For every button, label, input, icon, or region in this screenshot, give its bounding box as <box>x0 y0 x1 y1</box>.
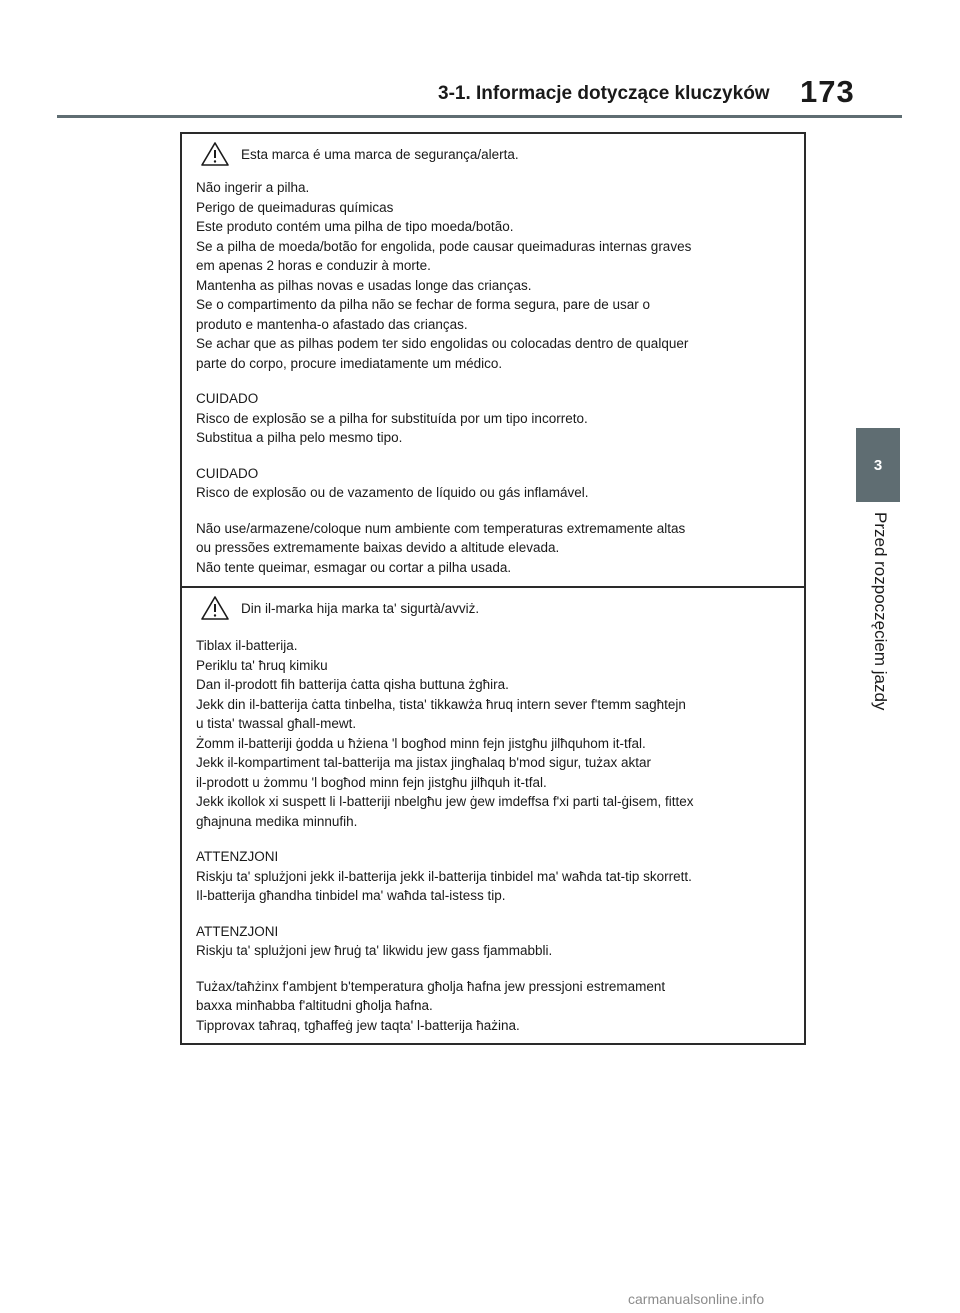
warning-paragraph: Não ingerir a pilha. Perigo de queimaduras químicas Este produto contém uma pilha de tipo moeda/botão. Se a pilha de moeda/botão for engolida, pode causar queimaduras internas graves em apenas 2 horas e conduzir à morte. Mantenha as pilhas novas e usadas longe das crianças. Se o compartimento da pilha não se fechar de forma segura, pare de usar o produto e mantenha-o afastado das crianças. Se achar que as pilhas podem ter sido engolidas ou colocadas dentro de qualquer parte do corpo, procure imediatamente um médico. <box>196 180 692 371</box>
caution-paragraph: CUIDADO Risco de explosão ou de vazamento de líquido ou gás inflamável. <box>196 465 589 500</box>
usage-paragraph: Não use/armazene/coloque num ambiente com temperaturas extremamente altas ou pressões extremamente baixas devido a altitude elevada. Não tente queimar, esmagar ou cortar a pilha usada. <box>196 520 686 575</box>
caution-paragraph: ATTENZJONI Riskju ta' splużjoni jew ħruġ ta' likwidu jew gass fjammabbli. <box>196 923 553 958</box>
chapter-label: Przed rozpoczęciem jazdy <box>871 512 890 711</box>
section-title: 3-1. Informacje dotyczące kluczyków <box>438 83 770 104</box>
warning-triangle-icon <box>200 141 230 167</box>
warning-box-portuguese <box>180 132 806 588</box>
warning-box-maltese <box>180 588 806 1045</box>
warning-paragraph: Tiblax il-batterija. Periklu ta' ħruq kimiku Dan il-prodott fih batterija ċatta qisha buttuna żgħira. Jekk din il-batterija ċatta tinbelha, tista' tikkawża ħruq intern sever f'temm sagħtejn u tista' twassal għall-mewt. Żomm il-batteriji ġodda u ħżiena 'l bogħod minn fejn jistgħu jilħquhom it-tfal. Jekk il-kompartiment tal-batterija ma jistax jingħalaq b'mod sigur, tużax aktar il-prodott u żommu 'l bogħod minn fejn jistgħu jilħquh it-tfal. Jekk ikollok xi suspett li l-batteriji nbelgħu jew ġew imdeffsa f'xi parti tal-ġisem, fittex għajnuna medika minnufih. <box>196 638 694 829</box>
header-divider <box>57 115 902 118</box>
chapter-tab[interactable] <box>856 428 900 502</box>
alert-text: Din il-marka hija marka ta' sigurtà/avviż. <box>241 600 480 616</box>
footer-watermark: carmanualsonline.info <box>628 1291 765 1307</box>
alert-text: Esta marca é uma marca de segurança/alerta. <box>241 146 519 162</box>
alert-header <box>200 594 790 622</box>
usage-paragraph: Tużax/taħżinx f'ambjent b'temperatura għolja ħafna jew pressjoni estremament baxxa minħabba f'altitudni għolja ħafna. Tipprovax taħraq, tgħaffeġ jew taqta' l-batterija ħażina. <box>196 978 666 1033</box>
caution-paragraph: ATTENZJONI Riskju ta' splużjoni jekk il-batterija jekk il-batterija tinbidel ma' waħda tat-tip skorrett. Il-batterija għandha tinbidel ma' waħda tal-istess tip. <box>196 849 692 903</box>
warning-triangle-icon <box>200 595 230 621</box>
alert-header <box>200 140 790 168</box>
caution-paragraph: CUIDADO Risco de explosão se a pilha for substituída por um tipo incorreto. Substitua a pilha pelo mesmo tipo. <box>196 391 588 445</box>
page-number: 173 <box>800 74 855 109</box>
chapter-tab-number: 3 <box>873 456 883 474</box>
